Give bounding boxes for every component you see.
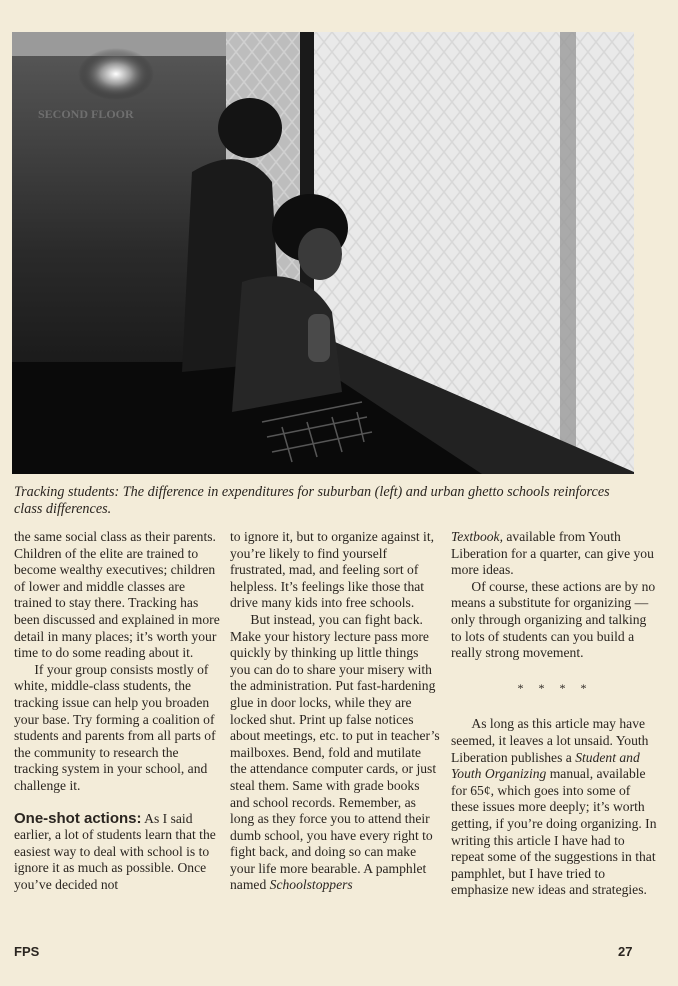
photo-floor-sign: SECOND FLOOR — [38, 107, 134, 121]
paragraph-text: But instead, you can fight back. Make your history lecture pass more quickly by thinking up little things you can do to share your misery with the administration. Put fast-hardening glue in door locks, while they are locked shut. Print up false notices about meetings, etc. to put in teacher’s mailboxes. Bend, fold and mutilate the attendance computer cards, or just steal them. Same with grade books and school records. Remember, as long as they force you to attend their dumb school, you have every right to fight back, and doing so can make your life more bearable. A pamphlet named — [230, 611, 440, 893]
column-3 — [451, 529, 659, 899]
page-number: 27 — [618, 944, 633, 959]
paragraph — [230, 612, 440, 894]
paragraph — [451, 716, 659, 899]
photo-caption: Tracking students: The difference in expenditures for suburban (left) and urban ghetto schools reinforces class differences. — [14, 484, 610, 517]
paragraph: Of course, these actions are by no means a substitute for organizing — only through organizing and talking to lots of students can you build a really strong movement. — [451, 578, 656, 661]
column-1 — [14, 529, 224, 893]
paragraph-one-shot-actions — [14, 811, 224, 894]
pamphlet-title: Textbook, — [451, 529, 503, 544]
photo-tracking-students — [12, 32, 634, 474]
section-heading: One-shot actions: — [14, 809, 142, 827]
paragraph — [451, 529, 659, 579]
paragraph-text: manual, available for 65¢, which goes into some of these issues more deeply; it’s worth getting, if you’re doing organizing. In writing this article I have had to repeat some of the suggestions in that pamphlet, but I have tried to emphasize new ideas and strategies. — [451, 766, 657, 898]
footer-publication: FPS — [14, 944, 40, 959]
pamphlet-title: Schoolstoppers — [269, 877, 353, 893]
paragraph-text: As I said earlier, a lot of students learn that the easiest way to deal with school is to ignore it as much as possible. Once you’ve decided not — [14, 810, 216, 892]
section-break-stars: * * * * — [517, 680, 593, 695]
paragraph: the same social class as their parents. Children of the elite are trained to become wealthy executives; children of lower and middle classes are trained to stay there. Tracking has been discussed and explained in more detail in many places; it’s worth your time to do some reading about it. — [14, 529, 220, 661]
paragraph: If your group consists mostly of white, middle-class students, the tracking issue can help you broaden your base. Try forming a coalition of students and parents from all parts of the community to research the tracking system in your school, and challenge it. — [14, 661, 216, 793]
manual-title: Student and Youth Organizing — [451, 749, 640, 782]
paragraph-text: available from Youth Liberation for a quarter, can give you more ideas. — [451, 529, 654, 578]
photo-illustration — [12, 32, 634, 474]
paragraph: to ignore it, but to organize against it, you’re likely to find yourself frustrated, mad, and feeling sort of helpless. It’s feelings like those that drive many kids into free schools. — [230, 529, 434, 611]
column-2 — [230, 529, 440, 894]
paragraph-text: As long as this article may have seemed, it leaves a lot unsaid. Youth Liberation publishes a — [451, 716, 649, 765]
